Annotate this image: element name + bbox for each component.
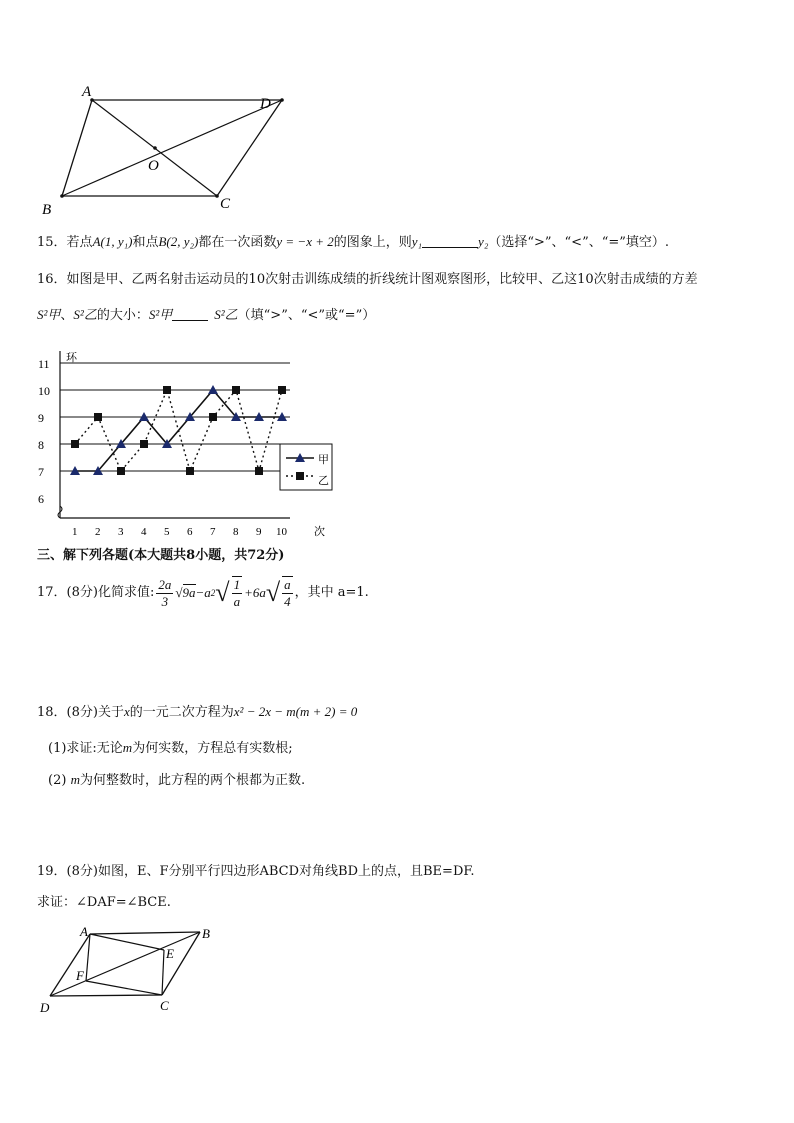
q15-y1: y₁ xyxy=(411,234,423,249)
series-yi-point xyxy=(209,413,217,421)
q15-mid: 都在一次函数 xyxy=(198,235,277,250)
q18-part1-rest: 为何实数，方程总有实数根; xyxy=(132,741,293,756)
question-16-line2 xyxy=(37,305,375,326)
fig2-label-f: F xyxy=(76,968,84,983)
question-19 xyxy=(37,862,475,882)
q16-hint: （填“>”、“<”或“=”） xyxy=(237,308,376,323)
question-19-prove: 求证：∠DAF=∠BCE. xyxy=(37,895,171,910)
q19-text: 如图，E、F分别平行四边形ABCD对角线BD上的点，且BE=DF. xyxy=(97,864,475,879)
series-yi-point xyxy=(117,467,125,475)
q15-point-b: B(2, y₂) xyxy=(158,234,199,249)
fig2-label-a: A xyxy=(80,924,88,939)
q18-part2-rest: 为何整数时，此方程的两个根都为正数. xyxy=(79,773,306,788)
q17-frac-num: 2a xyxy=(158,576,172,592)
q18-number: 18． xyxy=(37,705,67,720)
y-tick-label: 7 xyxy=(38,465,44,479)
question-18-part2 xyxy=(48,770,305,791)
x-tick-label: 5 xyxy=(164,526,170,538)
series-yi-point xyxy=(94,413,102,421)
series-yi-point xyxy=(140,440,148,448)
q17-sqrt3-num: a xyxy=(284,577,291,592)
parallelogram-figure xyxy=(30,80,290,220)
q17-fraction xyxy=(156,577,173,610)
q15-number: 15． xyxy=(37,235,67,250)
q18-part1-var: m xyxy=(122,740,133,755)
series-yi-point xyxy=(278,386,286,394)
q16-s-yi-2: S²乙 xyxy=(214,307,238,322)
series-yi-point xyxy=(186,467,194,475)
y-tick-label: 6 xyxy=(38,492,44,506)
x-tick-label: 9 xyxy=(256,526,262,538)
series-yi-point xyxy=(71,440,79,448)
q15-hint: （选择“>”、“<”、“=”填空）. xyxy=(488,235,670,250)
legend-yi-label: 乙 xyxy=(318,475,329,487)
q19-points: (8分) xyxy=(66,864,98,879)
vertex-label-d: D xyxy=(260,96,271,112)
q17-plus: +6a xyxy=(244,585,266,600)
x-tick-label: 1 xyxy=(72,526,78,538)
x-tick-label: 6 xyxy=(187,526,193,538)
x-axis-label: 次 xyxy=(314,526,325,538)
series-yi-point xyxy=(163,386,171,394)
x-tick-label: 8 xyxy=(233,526,239,538)
question-17 xyxy=(37,576,369,610)
section-3-title: 三、解下列各题(本大题共8小题，共72分) xyxy=(37,548,285,563)
x-tick-label: 10 xyxy=(276,526,287,538)
y-tick-label: 11 xyxy=(38,357,50,371)
q16-mid: 的大小： xyxy=(96,308,149,323)
q19-number: 19． xyxy=(37,864,67,879)
q18-var: x xyxy=(123,704,130,719)
vertex-label-o: O xyxy=(148,158,159,174)
q15-and: 和点 xyxy=(132,235,159,250)
q15-y2: y₂ xyxy=(478,234,489,249)
vertex-label-c: C xyxy=(220,196,231,212)
q15-answer-blank[interactable] xyxy=(422,233,478,248)
q18-part1-label: (1)求证:无论 xyxy=(48,741,123,756)
x-tick-label: 3 xyxy=(118,526,124,538)
q17-square: 2 xyxy=(210,588,216,598)
q15-text-prefix: 若点 xyxy=(66,235,93,250)
q18-part2-label: (2) xyxy=(48,773,67,788)
vertex-label-a: A xyxy=(82,84,92,100)
shooting-score-line-chart xyxy=(30,345,340,545)
series-yi-point xyxy=(232,386,240,394)
q16-answer-blank[interactable] xyxy=(172,306,208,321)
q16-sep: 、 xyxy=(60,308,74,323)
y-axis-label: 环 xyxy=(66,352,77,364)
q18-text2: 的一元二次方程为 xyxy=(129,705,234,720)
q16-s-jia-2: S²甲 xyxy=(148,307,173,322)
q17-number: 17． xyxy=(37,585,67,600)
question-18-part1 xyxy=(48,738,293,759)
q18-equation: x² − 2x − m(m + 2) = 0 xyxy=(233,704,358,719)
fig2-label-e: E xyxy=(166,946,174,961)
question-16-line1: 16．如图是甲、乙两名射击运动员的10次射击训练成绩的折线统计图观察图形，比较甲、乙这10次射击成绩的方差 xyxy=(37,272,698,287)
q17-minus: −a xyxy=(195,585,211,600)
parallelogram-efbd-figure xyxy=(38,922,218,1017)
q18-points: (8分) xyxy=(66,705,98,720)
series-jia-line xyxy=(75,390,282,471)
q17-sqrt1-arg: 9a xyxy=(182,585,196,600)
q17-sqrt3-den: 4 xyxy=(284,594,291,609)
question-15 xyxy=(37,232,669,253)
q17-text: 化简求值: xyxy=(97,585,155,600)
fig2-label-b: B xyxy=(202,926,210,941)
q17-sqrt3: √ $\frac{a}{4}$ xyxy=(265,577,291,609)
q16-s-yi: S²乙 xyxy=(73,307,97,322)
q17-sqrt2-den: a xyxy=(233,594,241,609)
q15-point-a: A(1, y₁) xyxy=(92,234,133,249)
vertex-label-b: B xyxy=(42,202,52,218)
y-tick-label: 9 xyxy=(38,411,44,425)
y-tick-label: 10 xyxy=(38,384,50,398)
x-tick-label: 2 xyxy=(95,526,101,538)
legend-jia-label: 甲 xyxy=(318,454,329,466)
q17-sqrt2-num: 1 xyxy=(233,577,241,592)
y-tick-label: 8 xyxy=(38,438,44,452)
fig2-label-c: C xyxy=(160,998,169,1013)
legend-yi-marker xyxy=(296,472,304,480)
series-yi-point xyxy=(255,467,263,475)
question-18 xyxy=(37,702,357,723)
fig2-label-d: D xyxy=(40,1000,50,1015)
q17-sqrt2: √ $\frac{1}{a}$ xyxy=(215,577,241,609)
q15-suffix: 的图象上，则 xyxy=(333,235,412,250)
x-tick-label: 7 xyxy=(210,526,216,538)
q17-frac-den: 3 xyxy=(161,593,169,609)
q18-text: 关于 xyxy=(97,705,124,720)
q17-points: (8分) xyxy=(66,585,98,600)
q18-part2-var: m xyxy=(70,772,80,787)
q15-function: y = −x + 2 xyxy=(276,234,334,249)
q17-suffix: ，其中 a=1. xyxy=(294,585,369,600)
q16-s-jia: S²甲 xyxy=(37,307,61,322)
x-tick-label: 4 xyxy=(141,526,147,538)
q17-sqrt1: √9a xyxy=(175,585,196,600)
